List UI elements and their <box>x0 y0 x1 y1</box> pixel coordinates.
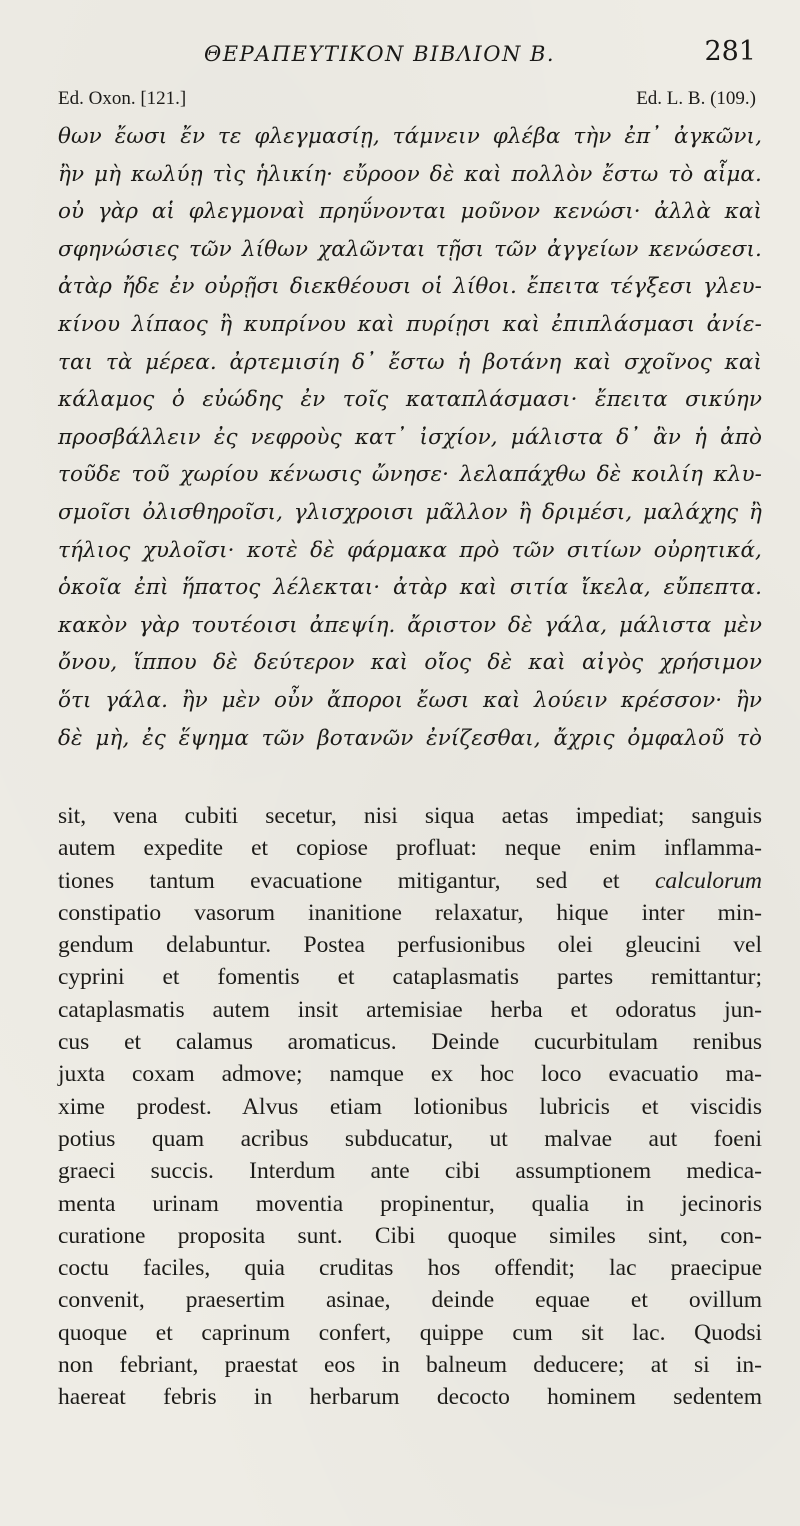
latin-line-text: haereat febris in herbarum decocto hominem sedentem <box>58 1384 762 1411</box>
greek-line: σφηνώσιες τῶν λίθων χαλῶνται τῇσι τῶν ἀγγείων κενώσεσι. <box>58 236 762 262</box>
greek-line: ὄνου, ἵππου δὲ δεύτερον καὶ οἴος δὲ καὶ αἰγὸς χρήσιμον <box>58 650 762 676</box>
latin-line <box>58 832 762 864</box>
greek-line: σμοῖσι ὀλισθηροῖσι, γλισχροισι μᾶλλον ἢ δριμέσι, μαλάχης ἢ <box>58 499 762 525</box>
page-number: 281 <box>704 36 756 67</box>
latin-line <box>58 1123 762 1155</box>
latin-line <box>58 994 762 1026</box>
latin-line <box>58 1026 762 1058</box>
latin-line-text: cyprini et fomentis et cataplasmatis partes remittantur; <box>58 964 762 991</box>
latin-line <box>58 1252 762 1284</box>
latin-text-block <box>58 800 762 1414</box>
latin-line-text: constipatio vasorum inanitione relaxatur, hique inter min- <box>58 899 762 926</box>
greek-line: προσβάλλειν ἐς νεφροὺς κατ᾽ ἰσχίον, μάλιστα δ᾽ ἂν ἡ ἀπὸ <box>58 424 762 450</box>
greek-line: τήλιος χυλοῖσι· κοτὲ δὲ φάρμακα πρὸ τῶν σιτίων οὐρητικά, <box>58 537 762 563</box>
latin-line <box>58 1381 762 1413</box>
latin-line <box>58 800 762 832</box>
running-title: ΘΕΡΑΠΕΥΤΙΚΟΝ ΒΙΒΛΙΟΝ Β. <box>204 42 556 66</box>
greek-line: ἢν μὴ κωλύῃ τὶς ἡλικίη· εὔροον δὲ καὶ πολλὸν ἔστω τὸ αἷμα. <box>58 161 762 187</box>
latin-line <box>58 1220 762 1252</box>
latin-line <box>58 1091 762 1123</box>
latin-line <box>58 1155 762 1187</box>
latin-line-text: autem expedite et copiose profluat: neque enim inflamma- <box>58 835 762 862</box>
greek-line: κάλαμος ὁ εὐώδης ἐν τοῖς καταπλάσμασι· ἔπειτα σικύην <box>58 387 762 413</box>
greek-line: τοῦδε τοῦ χωρίου κένωσις ὤνησε· λελαπάχθω δὲ κοιλίη κλυ- <box>58 462 762 488</box>
latin-italic-term: calculorum <box>654 867 762 894</box>
latin-line-text: potius quam acribus subducatur, ut malvae aut foeni <box>58 1125 762 1152</box>
greek-line: οὐ γὰρ αἱ φλεγμοναὶ πρηΰνονται μοῦνον κενώσι· ἀλλὰ καὶ <box>58 199 762 225</box>
latin-line <box>58 1188 762 1220</box>
edition-oxon-ref: Ed. Oxon. [121.] <box>58 88 187 109</box>
edition-lb-ref: Ed. L. B. (109.) <box>636 88 756 109</box>
latin-line-text: cataplasmatis autem insit artemisiae herba et odoratus jun- <box>58 996 762 1023</box>
greek-text-block <box>58 118 762 757</box>
latin-line <box>58 1284 762 1316</box>
latin-line-text: xime prodest. Alvus etiam lotionibus lubricis et viscidis <box>58 1093 762 1120</box>
latin-line-text: gendum delabuntur. Postea perfusionibus olei gleucini vel <box>58 932 762 959</box>
greek-line: δὲ μὴ, ἐς ἕψημα τῶν βοτανῶν ἐνίζεσθαι, ἄχρις ὀμφαλοῦ τὸ <box>58 725 762 751</box>
latin-line-text: graeci succis. Interdum ante cibi assumptionem medica- <box>58 1158 762 1185</box>
latin-line-text: coctu faciles, quia cruditas hos offendit; lac praecipue <box>58 1255 762 1282</box>
latin-line-text: quoque et caprinum confert, quippe cum sit lac. Quodsi <box>58 1319 762 1346</box>
latin-line <box>58 929 762 961</box>
latin-line <box>58 865 762 897</box>
greek-line: κακὸν γὰρ τουτέοισι ἀπεψίη. ἄριστον δὲ γάλα, μάλιστα μὲν <box>58 612 762 638</box>
greek-line: ἀτὰρ ἤδε ἐν οὐρῇσι διεκθέουσι οἱ λίθοι. ἔπειτα τέγξεσι γλευ- <box>58 274 762 300</box>
greek-line: ὅτι γάλα. ἢν μὲν οὖν ἄποροι ἔωσι καὶ λούειν κρέσσον· ἢν <box>58 687 762 713</box>
latin-line <box>58 961 762 993</box>
latin-line-text: convenit, praesertim asinae, deinde equae et ovillum <box>58 1287 762 1314</box>
greek-line: κίνου λίπαος ἢ κυπρίνου καὶ πυρίῃσι καὶ ἐπιπλάσμασι ἀνίε- <box>58 311 762 337</box>
greek-line: ται τὰ μέρεα. ἀρτεμισίη δ᾽ ἔστω ἡ βοτάνη καὶ σχοῖνος καὶ <box>58 349 762 375</box>
latin-line-text: cus et calamus aromaticus. Deinde cucurbitulam renibus <box>58 1029 762 1056</box>
edition-references <box>58 88 762 114</box>
greek-line: ὁκοῖα ἐπὶ ἥπατος λέλεκται· ἀτὰρ καὶ σιτία ἴκελα, εὔπεπτα. <box>58 575 762 601</box>
latin-line-text: curatione proposita sunt. Cibi quoque similes sint, con- <box>58 1222 762 1249</box>
latin-line <box>58 1349 762 1381</box>
latin-line-text: non febriant, praestat eos in balneum deducere; at si in- <box>58 1352 762 1379</box>
latin-line <box>58 897 762 929</box>
latin-line-text: juxta coxam admove; namque ex hoc loco evacuatio ma- <box>58 1061 762 1088</box>
latin-line-text: menta urinam moventia propinentur, qualia in jecinoris <box>58 1190 762 1217</box>
greek-line: θων ἔωσι ἔν τε φλεγμασίῃ, τάμνειν φλέβα τὴν ἐπ᾽ ἀγκῶνι, <box>58 124 762 149</box>
latin-line-text: tiones tantum evacuatione mitigantur, sed et <box>58 867 655 894</box>
latin-line <box>58 1317 762 1349</box>
running-head <box>58 36 762 76</box>
latin-line <box>58 1058 762 1090</box>
latin-line-text: sit, vena cubiti secetur, nisi siqua aetas impediat; sanguis <box>58 803 762 829</box>
